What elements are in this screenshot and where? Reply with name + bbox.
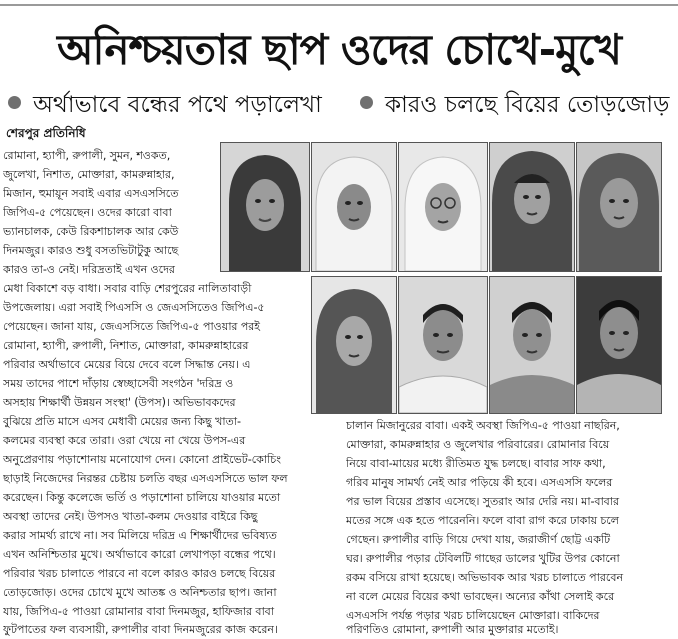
article-line: নিয়ে বাবা-মায়ের মধ্যে রীতিমত যুদ্ধ চলছে। বাবার সাফ কথা, bbox=[346, 457, 606, 470]
bullet-icon bbox=[8, 96, 21, 109]
photo-student-3 bbox=[398, 142, 488, 272]
top-rule bbox=[0, 4, 678, 6]
article-line: রোমানা, হ্যাপী, রুপালী, নিশাত, মোক্তারা, কামরুন্নাহারের bbox=[3, 339, 249, 352]
article-line: মেধা বিকাশে বড় বাধা। সবার বাড়ি শেরপুরের নালিতাবাড়ী bbox=[3, 282, 252, 295]
article-line: এসএসসি পর্যন্ত পড়ার খরচ চালিয়েছেন মোক্তারা। বাকিদের bbox=[346, 609, 600, 622]
article-line: জিপিএ-৫ পেয়েছেন। ওদের কারো বাবা bbox=[3, 206, 172, 219]
article-line: করেছেন। কিন্তু কলেজে ভর্তি ও পড়াশোনা চালিয়ে যাওয়ার মতো bbox=[3, 491, 281, 504]
article-line: রোমানা, হ্যাপী, রুপালী, সুমন, শওকত, bbox=[3, 149, 171, 162]
subhead-left-text: অর্থাভাবে বন্ধের পথে পড়ালেখা bbox=[33, 92, 322, 118]
article-line: অবস্থা তাদের নেই। উপসও খাতা-কলম দেওয়ার বাইরে কিছু bbox=[3, 510, 258, 523]
article-line: মিজান, হুমায়ূন সবাই এবার এসএসসিতে bbox=[3, 187, 179, 200]
article-line: করার সামর্থ্য রাখে না। সব মিলিয়ে দরিদ্র এ শিক্ষার্থীদের ভবিষ্যত bbox=[3, 529, 277, 542]
article-line: এখন অনিশ্চিতার মুখে। অর্থাভাবে কারো লেখাপড়া বন্ধের পথে। bbox=[3, 548, 276, 561]
bullet-icon bbox=[360, 96, 373, 109]
article-line: ঘর। রুপালীর পড়ার টেবিলটি গাছের ডালের খুটির উপর কোনো bbox=[346, 552, 620, 565]
headline: অনিশ্চয়তার ছাপ ওদের চোখে-মুখে bbox=[57, 25, 621, 74]
article-line: পরিবার অর্থাভাবে মেয়ের বিয়ে দেবে বলে সিদ্ধান্ত নেয়। এ bbox=[3, 358, 251, 371]
article-line: রকম বসিয়ে রাখা হয়েছে। অভিভাবক আর খরচ চালাতে পারবেন bbox=[346, 571, 623, 584]
article-line: দিনমজুর। কারও শুধু বসতভিটাটুকু আছে bbox=[3, 244, 179, 257]
article-line: পরিণতিও রোমানা, রুপালী আর মুক্তারার মতোই। bbox=[346, 623, 559, 636]
byline: শেরপুর প্রতিনিধি bbox=[6, 126, 86, 140]
article-line: না বলে মেয়ের বিয়ের কথা ভাবছেন। অন্যের কাঁথা সেলাই করে bbox=[346, 590, 615, 603]
article-line: পর ভাল বিয়ের প্রস্তাব এসেছে। সুতরাং আর দেরি নয়। মা-বাবার bbox=[346, 495, 620, 508]
subhead-right-text: কারও চলছে বিয়ের তোড়জোড় bbox=[385, 92, 670, 118]
article-line: অসহায় শিক্ষার্থী উন্নয়ন সংস্থা' (উপস)। অভিভাবকদের bbox=[3, 396, 236, 409]
article-line: ফুটপাতের ফল ব্যবসায়ী, রুপালীর বাবা দিনমজুরের কাজ করেন। bbox=[3, 623, 278, 636]
article-line: উপজেলায়। এরা সবাই পিএসসি ও জেএসসিতেও জিপিএ-৫ bbox=[3, 301, 265, 314]
photo-student-2 bbox=[311, 142, 397, 272]
photo-student-9 bbox=[576, 276, 662, 414]
article-line: জুলেখা, নিশাত, মোক্তারা, কামরুন্নাহার, bbox=[3, 168, 175, 181]
article-line: যায়, জিপিএ-৫ পাওয়া রোমানার বাবা দিনমজুর, হাফিজার বাবা bbox=[3, 605, 274, 618]
article-line: কলমের ব্যবস্থা করে তারা। ওরা খেয়ে না খেয়ে উপস-এর bbox=[3, 434, 246, 447]
article-line: কারও তা-ও নেই। দরিদ্রতাই এখন ওদের bbox=[3, 263, 175, 276]
photo-student-1 bbox=[220, 142, 310, 272]
article-line: সময় তাদের পাশে দাঁড়ায় স্বেচ্ছাসেবী সংগঠন 'দরিদ্র ও bbox=[3, 377, 234, 390]
photo-student-7 bbox=[398, 276, 488, 414]
article-line: ছাড়াই নিজেদের নিরন্তর চেষ্টায় চলতি বছর এসএসসিতে ভাল ফল bbox=[3, 472, 288, 485]
article-line: ভ্যানচালক, কেউ রিকশাচালক আর কেউ bbox=[3, 225, 179, 238]
article-line: পরিবার খরচ চালাতে পারবে না বলে কারও কারও চলছে বিয়ের bbox=[3, 567, 276, 580]
subhead-right bbox=[360, 90, 669, 120]
article-line: গরিব মানুষ সামর্থ্য নেই আর পড়িয়ে কী হবে। এসএসসি ফলের bbox=[346, 476, 613, 489]
article-line: অনুপ্রেরণায় পড়াশোনায় মনোযোগ দেন। কোনো প্রাইভেট-কোচিং bbox=[3, 453, 281, 466]
article-line: তোড়জোড়। ওদের চোখে মুখে আতঙ্ক ও অনিশ্চতার ছাপ। জানা bbox=[3, 586, 277, 599]
article-line: গেছেন। রুপালীর বাড়ি গিয়ে দেখা যায়, জরাজীর্ণ ছোট্ট একটি bbox=[346, 533, 611, 546]
article-line: মতের সঙ্গে এক হতে পারেননি। ফলে বাবা রাগ করে ঢাকায় চলে bbox=[346, 514, 619, 527]
photo-student-4 bbox=[489, 142, 575, 272]
article-line: মোক্তারা, কামরুন্নাহার ও জুলেখার পরিবারের। রোমানার বিয়ে bbox=[346, 438, 610, 451]
photo-student-6 bbox=[311, 276, 397, 414]
article-line: পেয়েছেন। জানা যায়, জেএসসিতে জিপিএ-৫ পাওয়ার পরই bbox=[3, 320, 260, 333]
article-line: চালান মিজানুরের বাবা। একই অবস্থা জিপিএ-৫ পাওয়া নাছরিন, bbox=[346, 419, 620, 432]
subhead-left bbox=[8, 90, 322, 120]
photo-student-5 bbox=[576, 142, 662, 272]
photo-student-8 bbox=[489, 276, 575, 414]
article-line: বুঝিয়ে প্রতি মাসে এসব মেধাবী মেয়ের জন্য কিছু খাতা- bbox=[3, 415, 241, 428]
